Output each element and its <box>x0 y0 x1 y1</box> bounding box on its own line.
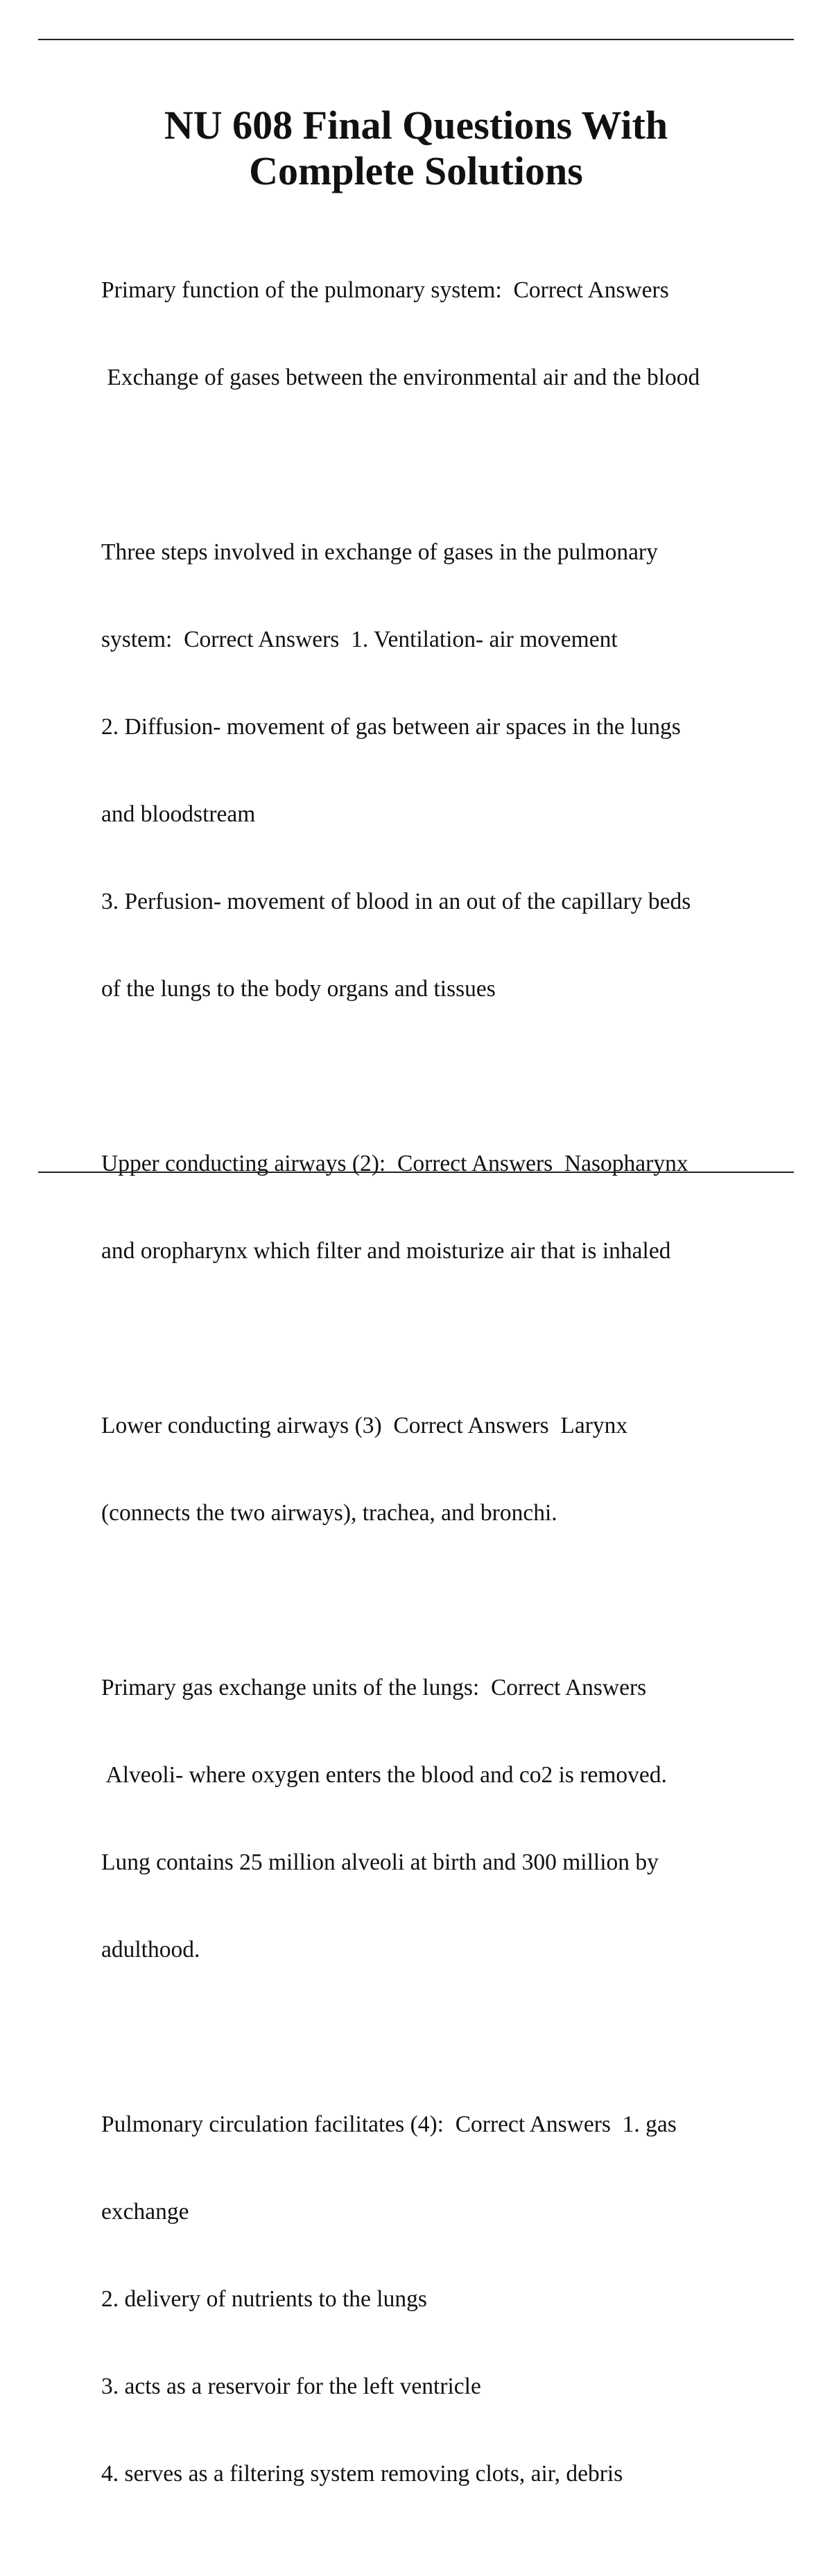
text-line: system: Correct Answers 1. Ventilation- air movement <box>101 627 618 652</box>
qa-entry-pulmonary-function <box>101 218 767 451</box>
text-line: 2. delivery of nutrients to the lungs <box>101 2286 427 2312</box>
text-line: Upper conducting airways (2): Correct Answers Nasopharynx <box>101 1151 688 1176</box>
text-line: 3. acts as a reservoir for the left ventricle <box>101 2374 481 2399</box>
text-line: of the lungs to the body organs and tissues <box>101 976 496 1002</box>
qa-entry-upper-airways <box>101 1091 767 1324</box>
text-line: 3. Perfusion- movement of blood in an out of the capillary beds <box>101 889 691 914</box>
text-line: and bloodstream <box>101 801 256 827</box>
text-line: (connects the two airways), trachea, and bronchi. <box>101 1500 557 1526</box>
text-line: exchange <box>101 2199 189 2225</box>
qa-entry-gas-exchange-units <box>101 1615 767 2023</box>
text-line: Lung contains 25 million alveoli at birth and 300 million by <box>101 1850 659 1875</box>
text-line: 4. serves as a filtering system removing clots, air, debris <box>101 2461 623 2487</box>
top-rule <box>38 39 794 40</box>
text-line: and oropharynx which filter and moisturize air that is inhaled <box>101 1238 671 1264</box>
bottom-rule <box>38 1172 794 1173</box>
qa-entry-pulmonary-circulation <box>101 2052 767 2547</box>
text-line: Lower conducting airways (3) Correct Answers Larynx <box>101 1413 628 1438</box>
text-line: 2. Diffusion- movement of gas between air spaces in the lungs <box>101 714 681 740</box>
text-line: Alveoli- where oxygen enters the blood and co2 is removed. <box>101 1762 667 1788</box>
text-line: Pulmonary circulation facilitates (4): Correct Answers 1. gas <box>101 2112 677 2137</box>
document-body <box>101 218 767 2576</box>
text-line: Primary gas exchange units of the lungs: Correct Answers <box>101 1675 647 1700</box>
text-line: Three steps involved in exchange of gases in the pulmonary <box>101 539 658 565</box>
text-line: adulthood. <box>101 1937 200 1963</box>
title-line: Complete Solutions <box>249 148 583 193</box>
text-line: Exchange of gases between the environmental air and the blood <box>101 365 700 390</box>
text-line: Primary function of the pulmonary system: Correct Answers <box>101 277 669 303</box>
document-title <box>0 103 832 194</box>
qa-entry-lower-airways <box>101 1353 767 1586</box>
title-line: NU 608 Final Questions With <box>164 103 668 148</box>
qa-entry-gas-exchange-steps <box>101 480 767 1062</box>
